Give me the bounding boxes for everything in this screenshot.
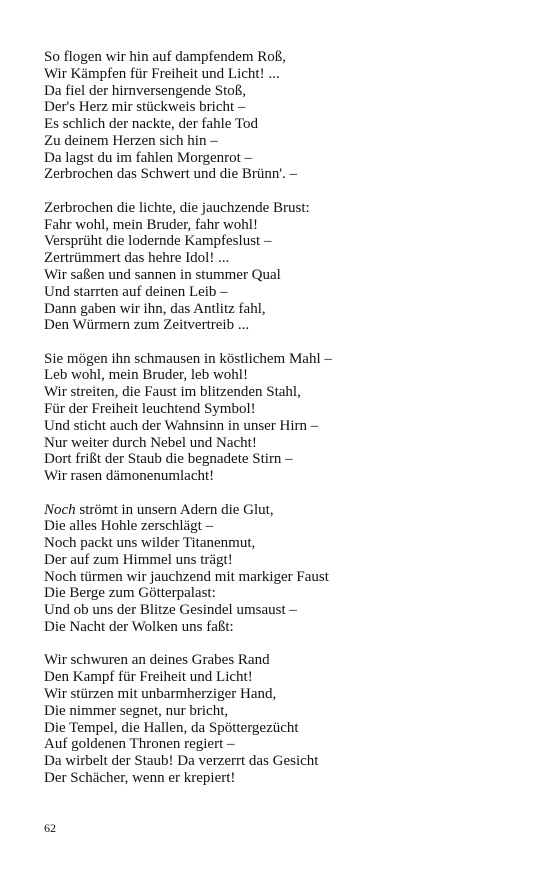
poem-line: Noch packt uns wilder Titanenmut, (44, 535, 256, 552)
page-number: 62 (44, 821, 56, 835)
poem-line: Die Nacht der Wolken uns faßt: (44, 619, 234, 635)
poem-line: Zerbrochen die lichte, die jauchzende Brust: (44, 199, 310, 216)
emphasized-word: Noch (44, 501, 76, 518)
poem-line: Und sticht auch der Wahnsinn in unser Hirn – (44, 417, 319, 434)
poem-line: Der's Herz mir stückweis bricht – (44, 99, 246, 116)
poem-body (44, 49, 514, 803)
poem-line: Der auf zum Himmel uns trägt! (44, 551, 233, 568)
poem-line: Zertrümmert das hehre Idol! ... (44, 250, 230, 267)
poem-line: Und starrten auf deinen Leib – (44, 283, 228, 300)
poem-line: Die Tempel, die Hallen, da Spöttergezücht (44, 719, 299, 736)
poem-line: Der Schächer, wenn er krepiert! (44, 769, 236, 786)
stanza-2 (44, 200, 514, 334)
poem-line: Leb wohl, mein Bruder, leb wohl! (44, 367, 248, 384)
poem-line-rest: strömt in unsern Adern die Glut, (75, 501, 274, 518)
poem-line: Die Berge zum Götterpalast: (44, 585, 216, 602)
poem-line (44, 502, 514, 519)
stanza-4 (44, 502, 514, 636)
poem-line: Da fiel der hirnversengende Stoß, (44, 82, 247, 99)
poem-line: Fahr wohl, mein Bruder, fahr wohl! (44, 216, 258, 233)
poem-line: Wir saßen und sannen in stummer Qual (44, 266, 281, 283)
poem-line: Den Kampf für Freiheit und Licht! (44, 669, 253, 686)
stanza-5 (44, 652, 514, 786)
poem-line: Noch türmen wir jauchzend mit markiger Faust (44, 568, 329, 585)
poem-line: Zerbrochen das Schwert und die Brünn'. – (44, 166, 298, 183)
poem-line: Den Würmern zum Zeitvertreib ... (44, 317, 250, 334)
stanza-1 (44, 49, 514, 183)
poem-line: So flogen wir hin auf dampfendem Roß, (44, 49, 287, 65)
poem-line: Wir streiten, die Faust im blitzenden Stahl, (44, 384, 301, 401)
poem-line: Wir schwuren an deines Grabes Rand (44, 652, 270, 669)
poem-line: Dort frißt der Staub die begnadete Stirn – (44, 451, 293, 468)
poem-line: Es schlich der nackte, der fahle Tod (44, 116, 259, 133)
poem-line: Die nimmer segnet, nur bricht, (44, 702, 229, 719)
poem-line: Für der Freiheit leuchtend Symbol! (44, 401, 256, 418)
stanza-3 (44, 351, 514, 485)
poem-line: Dann gaben wir ihn, das Antlitz fahl, (44, 300, 266, 317)
poem-line: Sie mögen ihn schmausen in köstlichem Mahl – (44, 350, 332, 367)
poem-line: Da lagst du im fahlen Morgenrot – (44, 149, 253, 166)
poem-line: Zu deinem Herzen sich hin – (44, 132, 218, 149)
poem-line: Wir stürzen mit unbarmherziger Hand, (44, 685, 277, 702)
poem-line: Die alles Hohle zerschlägt – (44, 518, 214, 535)
poem-line: Da wirbelt der Staub! Da verzerrt das Gesicht (44, 753, 319, 770)
poem-line: Nur weiter durch Nebel und Nacht! (44, 434, 257, 451)
poem-line: Wir Kämpfen für Freiheit und Licht! ... (44, 65, 280, 82)
poem-line: Wir rasen dämonenumlacht! (44, 468, 215, 485)
poem-line: Auf goldenen Thronen regiert – (44, 736, 235, 753)
poem-line: Und ob uns der Blitze Gesindel umsaust – (44, 602, 297, 619)
poem-line: Versprüht die lodernde Kampfeslust – (44, 233, 272, 250)
